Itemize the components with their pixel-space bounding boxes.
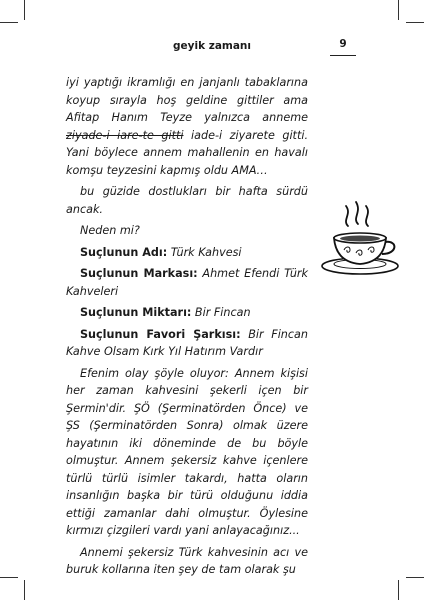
fact-label: Suçlunun Favori Şarkısı: xyxy=(80,327,241,341)
fact-line xyxy=(66,244,308,262)
fact-line xyxy=(66,326,308,361)
crop-mark xyxy=(406,577,424,578)
paragraph: Efenim olay şöyle oluyor: Annem kişisi her zaman kahvesini şekerli içen bir Şermin'dir. ŞÖ (Şerminatörden Önce) ve ŞS (Şerminatörden Sonra) olmak üzere hayatının iki döneminde de bu böyle olmuştur. Annem şekersiz kahve içenlere türlü türlü isimler takardı, hatta oların insanlığın başka bir türü olduğunu iddia ettiği zamanlar dahi olmuştur. Öylesine kırmızı çizgileri vardı yani anlayacağınız... xyxy=(66,366,308,537)
crop-mark xyxy=(24,0,25,20)
paragraph-text: iade-i ziyarete gitti. Yani böylece annem mahallenin en havalı komşu teyzesini kapmış oldu AMA… xyxy=(66,128,308,177)
crop-mark xyxy=(0,577,18,578)
page-number: 9 xyxy=(339,38,347,50)
struck-text: ziyade-i iare-te gitti xyxy=(66,128,184,142)
paragraph xyxy=(66,74,308,179)
paragraph: Annemi şekersiz Türk kahvesinin acı ve buruk kollarına iten şey de tam olarak şu xyxy=(66,545,308,576)
paragraph: bu güzide dostlukları bir hafta sürdü ancak. xyxy=(66,185,308,216)
body-text xyxy=(66,74,308,583)
fact-label: Suçlunun Markası: xyxy=(80,267,198,280)
crop-mark xyxy=(398,580,399,600)
fact-value: Bir Fincan Kahve Olsam Kırk Yıl Hatırım Vardır xyxy=(66,327,308,358)
teacup-icon xyxy=(318,196,402,280)
crop-mark xyxy=(398,0,399,20)
crop-mark xyxy=(0,22,18,23)
fact-label: Suçlunun Adı: xyxy=(80,245,168,259)
fact-value: Bir Fincan xyxy=(191,306,251,319)
fact-label: Suçlunun Miktarı: xyxy=(80,306,192,319)
fact-line xyxy=(66,304,308,322)
page-number-rule xyxy=(330,55,356,56)
fact-value: Ahmet Efendi Türk Kahveleri xyxy=(66,267,308,298)
paragraph-text: iyi yaptığı ikramlığı en janjanlı tabaklarına koyup sırayla hoş geldine gittiler ama Afitap Hanım Teyze yalnızca anneme xyxy=(66,76,308,124)
crop-mark xyxy=(24,580,25,600)
fact-value: Türk Kahvesi xyxy=(167,245,242,259)
paragraph: Neden mi? xyxy=(80,224,140,237)
fact-line xyxy=(66,265,308,300)
running-title: geyik zamanı xyxy=(172,40,252,52)
crop-mark xyxy=(406,22,424,23)
